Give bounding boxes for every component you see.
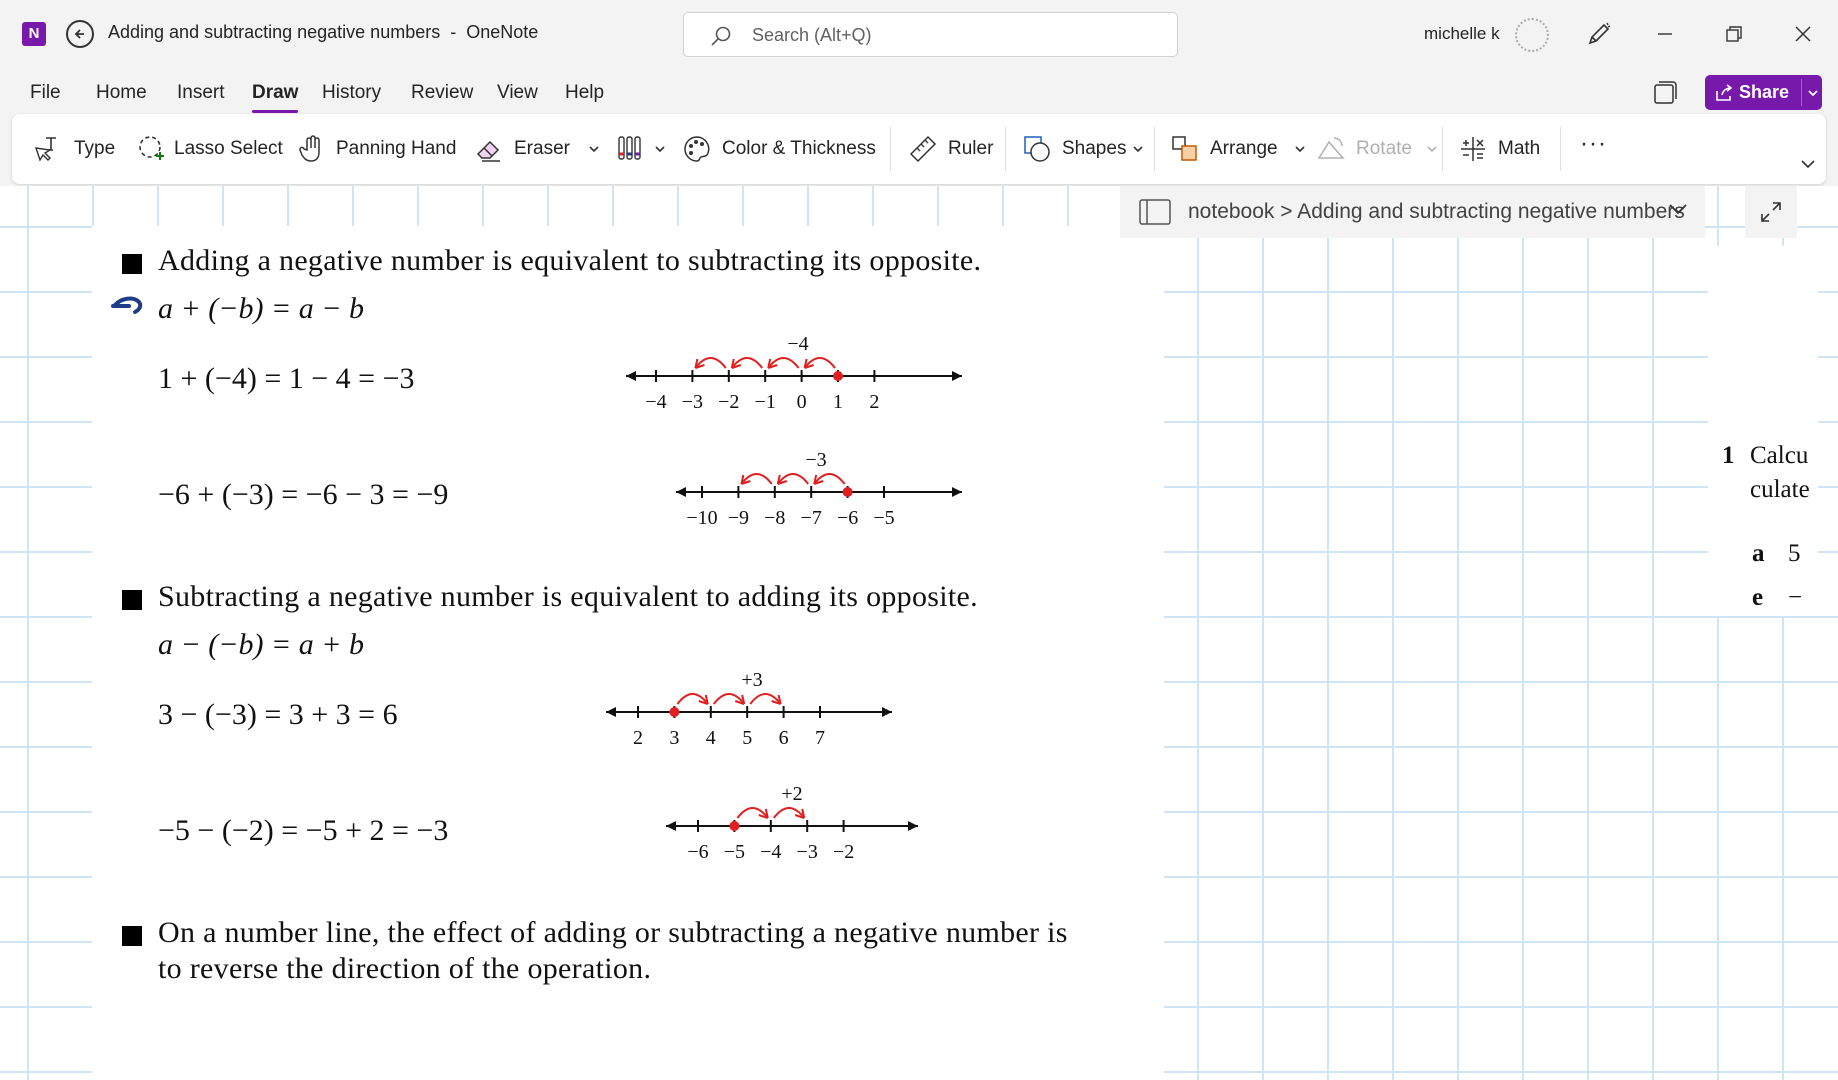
tick-label: −9: [727, 507, 750, 529]
expand-button[interactable]: [1745, 186, 1797, 238]
menu-file[interactable]: File: [30, 82, 61, 103]
example-2-equation: −6 + (−3) = −6 − 3 = −9: [158, 478, 449, 511]
math-label: Math: [1498, 138, 1541, 159]
share-icon: [1714, 83, 1734, 103]
question-text-line2: culate: [1750, 476, 1810, 503]
arrange-button[interactable]: [1170, 132, 1310, 166]
part-e-label: e: [1752, 584, 1764, 611]
tick-label: 5: [742, 727, 753, 749]
side-question-sheet[interactable]: [1708, 246, 1818, 616]
jump-label: −3: [805, 449, 827, 471]
ruler-tool[interactable]: [908, 132, 1008, 166]
search-icon: [710, 25, 732, 47]
number-line-example-2: [672, 448, 972, 534]
type-icon: [32, 134, 62, 164]
search-placeholder: Search (Alt+Q): [752, 25, 872, 45]
pen-icon[interactable]: [1585, 20, 1615, 50]
menu-draw[interactable]: Draw: [252, 82, 299, 103]
hand-icon: [298, 134, 328, 164]
rotate-icon: [1316, 134, 1346, 164]
bullet-square: [122, 926, 142, 946]
tick-label: 3: [669, 727, 680, 749]
sticky-notes-icon[interactable]: [1652, 80, 1678, 106]
shapes-label: Shapes: [1062, 138, 1127, 159]
tick-label: −5: [873, 507, 895, 529]
color-thickness-label: Color & Thickness: [722, 138, 876, 159]
avatar[interactable]: [1515, 18, 1549, 52]
eraser-label: Eraser: [514, 138, 570, 159]
tick-label: −5: [723, 841, 746, 863]
search-box[interactable]: [683, 12, 1178, 57]
start-point: [669, 707, 679, 717]
ink-arrow-annotation[interactable]: [111, 294, 143, 318]
chevron-down-icon: [1132, 144, 1144, 154]
bullet-square: [122, 590, 142, 610]
menu-help[interactable]: Help: [565, 82, 605, 103]
tick-label: −3: [681, 391, 704, 413]
eraser-tool[interactable]: [474, 132, 604, 166]
chevron-down-icon: [1294, 144, 1306, 154]
tick-label: −7: [800, 507, 822, 529]
tick-label: −2: [832, 841, 855, 863]
notebook-icon: [1138, 198, 1172, 226]
onenote-app-icon: N: [22, 22, 46, 46]
math-button[interactable]: [1458, 132, 1558, 166]
page-canvas[interactable]: [0, 186, 1838, 1080]
rule-reverse-direction-line1: On a number line, the effect of adding or subtracting a negative number is: [158, 916, 1068, 949]
ruler-icon: [908, 134, 938, 164]
chevron-down-icon: [588, 144, 600, 154]
restore-button[interactable]: [1716, 16, 1752, 52]
question-number: 1: [1722, 442, 1735, 469]
tick-label: −6: [836, 507, 859, 529]
menu-view[interactable]: View: [497, 82, 538, 103]
tick-label: −8: [764, 507, 786, 529]
back-button[interactable]: [66, 20, 94, 48]
more-options-button[interactable]: [1580, 132, 1620, 166]
lasso-label: Lasso Select: [174, 138, 283, 159]
type-label: Type: [74, 138, 116, 159]
math-content-image[interactable]: [92, 226, 1164, 1080]
tick-label: 6: [778, 727, 789, 749]
tick-label: 4: [705, 727, 716, 749]
type-tool[interactable]: [32, 132, 132, 166]
menu-insert[interactable]: Insert: [177, 82, 225, 103]
more-label: ···: [1580, 130, 1607, 157]
palette-icon: [682, 134, 712, 164]
close-button[interactable]: [1785, 16, 1821, 52]
chevron-down-icon: [654, 144, 666, 154]
part-a-label: a: [1752, 540, 1765, 567]
tick-label: −1: [754, 391, 776, 413]
tick-label: 2: [633, 727, 643, 749]
menu-history[interactable]: History: [322, 82, 382, 103]
chevron-down-icon: [1426, 144, 1438, 154]
user-name[interactable]: michelle k: [1424, 24, 1500, 43]
menu-bar: [0, 70, 1838, 112]
number-line-example-1: [622, 332, 982, 418]
title-bar: [0, 0, 1838, 70]
jump-label: −4: [787, 333, 809, 355]
share-button[interactable]: [1705, 75, 1822, 110]
lasso-icon: [136, 134, 166, 164]
eraser-icon: [474, 134, 504, 164]
jump-label: +2: [781, 783, 803, 805]
part-e-value: −: [1788, 584, 1803, 611]
bullet-square: [122, 254, 142, 274]
tick-label: 2: [869, 391, 880, 413]
example-1-equation: 1 + (−4) = 1 − 4 = −3: [158, 362, 415, 395]
example-3-equation: 3 − (−3) = 3 + 3 = 6: [158, 698, 398, 731]
number-line-example-4: [662, 782, 942, 868]
tick-label: 0: [796, 391, 807, 413]
expand-icon: [1759, 200, 1783, 224]
start-point: [843, 487, 853, 497]
tick-label: −4: [760, 841, 782, 863]
number-line-example-3: [602, 668, 902, 754]
tick-label: −3: [796, 841, 818, 863]
part-a-value: 5: [1788, 540, 1801, 567]
example-4-equation: −5 − (−2) = −5 + 2 = −3: [158, 814, 449, 847]
ruler-label: Ruler: [948, 138, 994, 159]
question-text-line1: Calcu: [1750, 442, 1809, 469]
breadcrumb[interactable]: [1120, 186, 1705, 238]
rotate-button[interactable]: [1316, 132, 1446, 166]
tick-label: −4: [645, 391, 667, 413]
math-icon: [1458, 134, 1488, 164]
pens-icon: [616, 134, 644, 164]
start-point: [833, 371, 843, 381]
tick-label: −6: [687, 841, 709, 863]
chevron-down-icon[interactable]: [1668, 202, 1688, 216]
color-thickness-button[interactable]: [682, 132, 892, 166]
shapes-icon: [1022, 134, 1052, 164]
chevron-down-icon[interactable]: [1807, 88, 1819, 98]
tick-label: 7: [815, 727, 825, 749]
tick-label: −10: [686, 507, 718, 529]
minimize-button[interactable]: [1647, 16, 1683, 52]
window-title: Adding and subtracting negative numbers - OneNote: [108, 22, 539, 42]
start-point: [729, 821, 739, 831]
pens-gallery-button[interactable]: [616, 132, 668, 166]
lasso-select-tool[interactable]: [136, 132, 296, 166]
menu-review[interactable]: Review: [411, 82, 474, 103]
tick-label: −2: [718, 391, 740, 413]
rule-reverse-direction-line2: to reverse the direction of the operation.: [158, 952, 652, 985]
shapes-button[interactable]: [1022, 132, 1142, 166]
share-label: Share: [1739, 82, 1790, 102]
rule2-formula: a − (−b) = a + b: [158, 628, 364, 661]
rule1-formula: a + (−b) = a − b: [158, 292, 364, 325]
arrange-label: Arrange: [1210, 138, 1278, 159]
rotate-label: Rotate: [1356, 138, 1412, 159]
rule-subtract-negative: Subtracting a negative number is equivalent to adding its opposite.: [158, 580, 978, 613]
arrange-icon: [1170, 134, 1200, 164]
collapse-ribbon-icon[interactable]: [1800, 158, 1816, 170]
tick-label: 1: [833, 391, 843, 413]
rule-add-negative: Adding a negative number is equivalent to subtracting its opposite.: [158, 244, 982, 277]
breadcrumb-path[interactable]: notebook > Adding and subtracting negative numbers: [1188, 200, 1685, 223]
jump-label: +3: [741, 669, 763, 691]
draw-ribbon: [12, 114, 1826, 184]
panning-label: Panning Hand: [336, 138, 457, 159]
panning-hand-tool[interactable]: [298, 132, 468, 166]
menu-home[interactable]: Home: [96, 82, 147, 103]
